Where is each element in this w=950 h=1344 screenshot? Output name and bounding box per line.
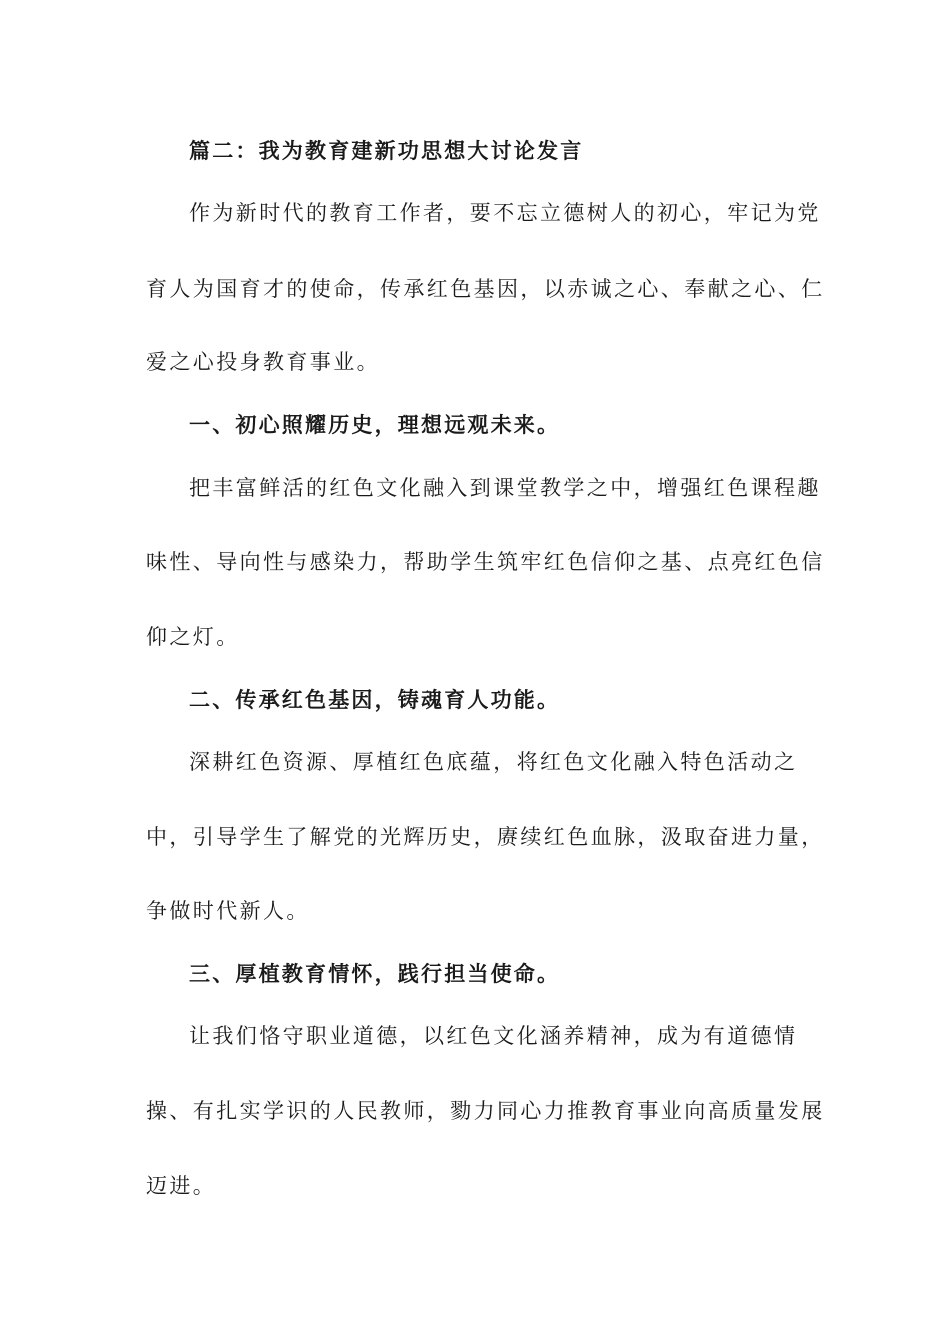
intro-line-2: 育人为国育才的使命，传承红色基因，以赤诚之心、奉献之心、仁 — [146, 277, 825, 301]
section-3-line-3: 迈进。 — [146, 1174, 217, 1198]
section-1-line-3: 仰之灯。 — [146, 625, 240, 649]
section-2-heading: 二、传承红色基因，铸魂育人功能。 — [189, 687, 561, 712]
document-title: 篇二：我为教育建新功思想大讨论发言 — [189, 138, 584, 163]
section-2-line-1: 深耕红色资源、厚植红色底蕴，将红色文化融入特色活动之 — [189, 750, 798, 774]
intro-line-1: 作为新时代的教育工作者，要不忘立德树人的初心，牢记为党 — [189, 201, 821, 225]
section-2-line-3: 争做时代新人。 — [146, 899, 310, 923]
section-3-line-1: 让我们恪守职业道德，以红色文化涵养精神，成为有道德情 — [189, 1024, 798, 1048]
section-3-line-2: 操、有扎实学识的人民教师，勠力同心力推教育事业向高质量发展 — [146, 1099, 825, 1123]
section-1-line-1: 把丰富鲜活的红色文化融入到课堂教学之中，增强红色课程趣 — [189, 476, 821, 500]
intro-line-3: 爱之心投身教育事业。 — [146, 350, 380, 374]
section-1-line-2: 味性、导向性与感染力，帮助学生筑牢红色信仰之基、点亮红色信 — [146, 550, 825, 574]
section-3-heading: 三、厚植教育情怀，践行担当使命。 — [189, 961, 561, 986]
section-2-line-2: 中，引导学生了解党的光辉历史，赓续红色血脉，汲取奋进力量， — [146, 825, 825, 849]
section-1-heading: 一、初心照耀历史，理想远观未来。 — [189, 412, 561, 437]
